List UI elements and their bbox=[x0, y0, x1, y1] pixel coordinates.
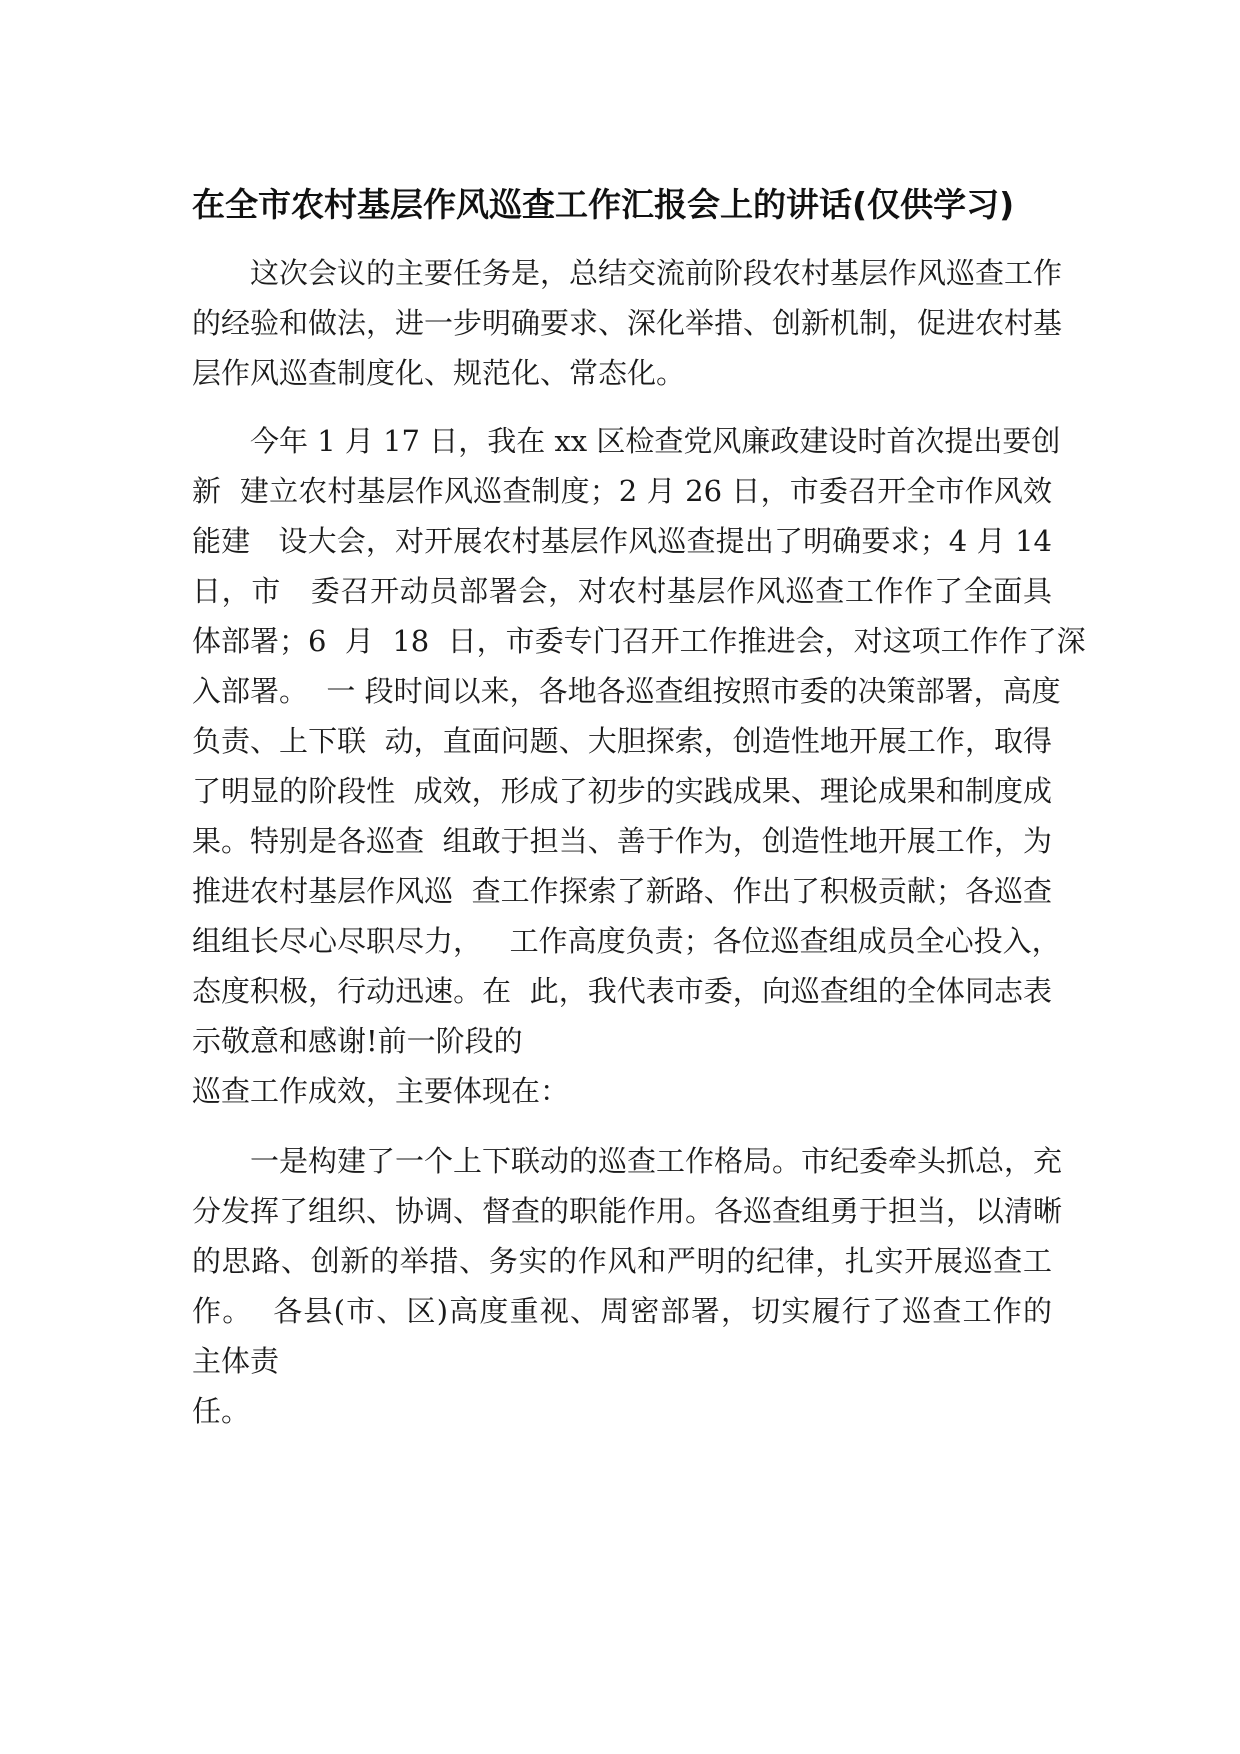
paragraph-line: 巡查工作成效，主要体现在： bbox=[192, 1074, 570, 1108]
paragraph-line: 负责、上下联 动，直面问题、大胆探索，创造性地开展工作，取得 bbox=[192, 724, 1052, 758]
paragraph-line: 分发挥了组织、协调、督查的职能作用。各巡查组勇于担当，以清晰 bbox=[192, 1194, 1063, 1228]
paragraph-line: 示敬意和感谢!前一阶段的 bbox=[192, 1024, 523, 1058]
paragraph-line: 推进农村基层作风巡 查工作探索了新路、作出了积极贡献；各巡查 bbox=[192, 874, 1052, 908]
paragraph-line: 层作风巡查制度化、规范化、常态化。 bbox=[192, 356, 686, 390]
paragraph-line: 主体责 bbox=[192, 1344, 280, 1378]
paragraph-line: 新 建立农村基层作风巡查制度；2 月 26 日，市委召开全市作风效 bbox=[192, 474, 1052, 508]
paragraph-line: 今年 1 月 17 日，我在 xx 区检查党风廉政建设时首次提出要创 bbox=[250, 424, 1061, 458]
paragraph-line: 作。 各县(市、区)高度重视、周密部署，切实履行了巡查工作的 bbox=[192, 1294, 1052, 1328]
paragraph-line: 的思路、创新的举措、务实的作风和严明的纪律，扎实开展巡查工 bbox=[192, 1244, 1052, 1278]
paragraph-line: 的经验和做法，进一步明确要求、深化举措、创新机制，促进农村基 bbox=[192, 306, 1063, 340]
paragraph-line: 能建 设大会，对开展农村基层作风巡查提出了明确要求；4 月 14 bbox=[192, 524, 1052, 558]
paragraph-line: 这次会议的主要任务是，总结交流前阶段农村基层作风巡查工作 bbox=[250, 256, 1063, 290]
paragraph-line: 果。特别是各巡查 组敢于担当、善于作为，创造性地开展工作，为 bbox=[192, 824, 1052, 858]
paragraph-line: 体部署；6 月 18 日，市委专门召开工作推进会，对这项工作作了深 bbox=[192, 624, 1086, 658]
paragraph-line: 日，市 委召开动员部署会，对农村基层作风巡查工作作了全面具 bbox=[192, 574, 1052, 608]
paragraph-line: 组组长尽心尽职尽力， 工作高度负责；各位巡查组成员全心投入， bbox=[192, 924, 1061, 958]
document-title: 在全市农村基层作风巡查工作汇报会上的讲话(仅供学习) bbox=[192, 185, 1015, 224]
paragraph-line: 了明显的阶段性 成效，形成了初步的实践成果、理论成果和制度成 bbox=[192, 774, 1052, 808]
paragraph-line: 一是构建了一个上下联动的巡查工作格局。市纪委牵头抓总，充 bbox=[250, 1144, 1063, 1178]
paragraph-line: 态度积极，行动迅速。在 此，我代表市委，向巡查组的全体同志表 bbox=[192, 974, 1052, 1008]
paragraph-line: 入部署。 一 段时间以来，各地各巡查组按照市委的决策部署，高度 bbox=[192, 674, 1061, 708]
paragraph-line: 任。 bbox=[192, 1394, 251, 1428]
